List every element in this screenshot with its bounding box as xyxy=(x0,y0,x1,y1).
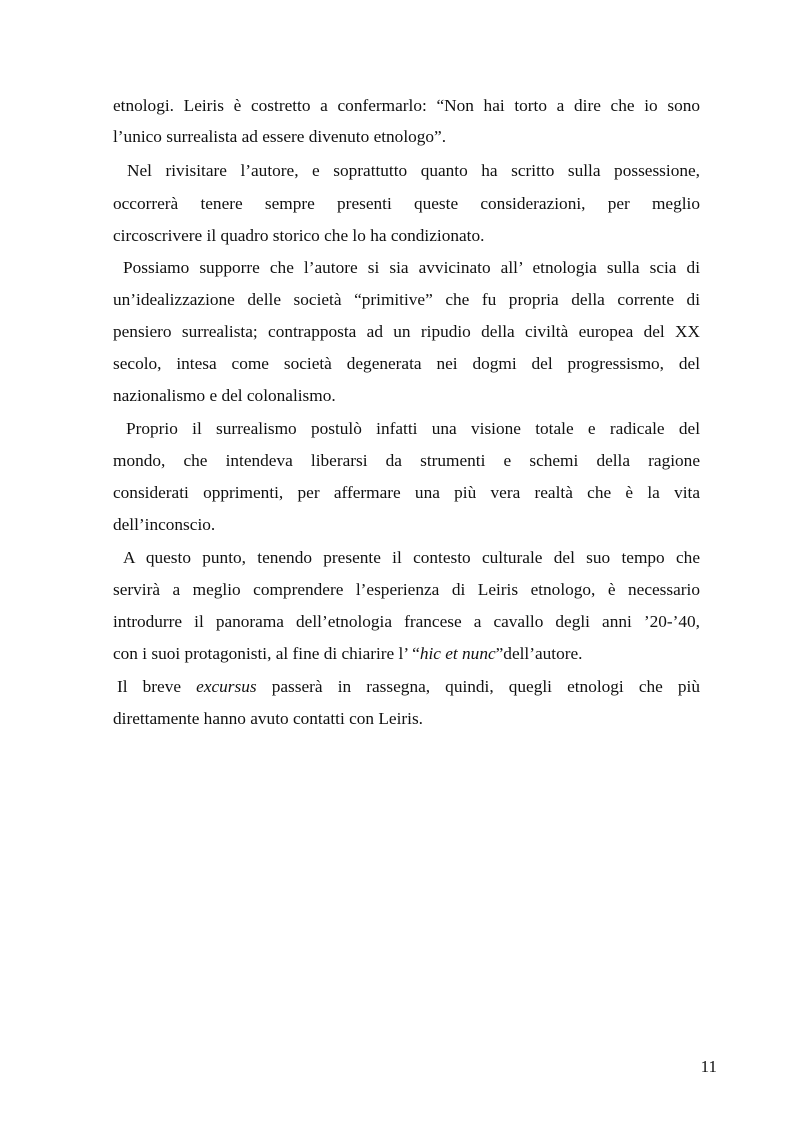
text-run: passerà in rassegna, quindi, quegli etnologi che più xyxy=(256,677,700,696)
text-line: nazionalismo e del colonalismo. xyxy=(113,386,336,405)
text-line: etnologi. Leiris è costretto a confermarlo: “Non hai torto a dire che io sono xyxy=(113,96,700,115)
text-line xyxy=(117,676,700,698)
text-line: A questo punto, tenendo presente il contesto culturale del suo tempo che xyxy=(123,548,700,567)
text-line: servirà a meglio comprendere l’esperienza di Leiris etnologo, è necessario xyxy=(113,580,700,599)
text-line: Possiamo supporre che l’autore si sia avvicinato all’ etnologia sulla scia di xyxy=(123,258,700,277)
page-number: 11 xyxy=(700,1057,717,1076)
italic-phrase: excursus xyxy=(196,677,257,696)
text-line xyxy=(113,643,700,665)
italic-phrase: hic et nunc xyxy=(419,644,496,663)
text-run: Il breve xyxy=(117,677,197,696)
text-line: dell’inconscio. xyxy=(113,515,216,534)
text-line: direttamente hanno avuto contatti con Leiris. xyxy=(113,709,423,728)
text-line: l’unico surrealista ad essere divenuto etnologo”. xyxy=(113,127,447,146)
text-run: ”dell’autore. xyxy=(495,644,583,663)
text-line: mondo, che intendeva liberarsi da strumenti e schemi della ragione xyxy=(113,451,700,470)
text-line: un’idealizzazione delle società “primitive” che fu propria della corrente di xyxy=(113,290,700,309)
text-line: occorrerà tenere sempre presenti queste considerazioni, per meglio xyxy=(113,194,700,213)
text-line: Nel rivisitare l’autore, e soprattutto quanto ha scritto sulla possessione, xyxy=(127,161,700,180)
text-line: Proprio il surrealismo postulò infatti una visione totale e radicale del xyxy=(126,419,700,438)
text-line: circoscrivere il quadro storico che lo ha condizionato. xyxy=(113,226,485,245)
text-line: considerati opprimenti, per affermare una più vera realtà che è la vita xyxy=(113,483,700,502)
text-line: pensiero surrealista; contrapposta ad un ripudio della civiltà europea del XX xyxy=(113,322,700,341)
text-line: introdurre il panorama dell’etnologia francese a cavallo degli anni ’20-’40, xyxy=(113,612,700,631)
text-line: secolo, intesa come società degenerata nei dogmi del progressismo, del xyxy=(113,354,700,373)
text-run: con i suoi protagonisti, al fine di chiarire l’ “ xyxy=(113,644,420,663)
